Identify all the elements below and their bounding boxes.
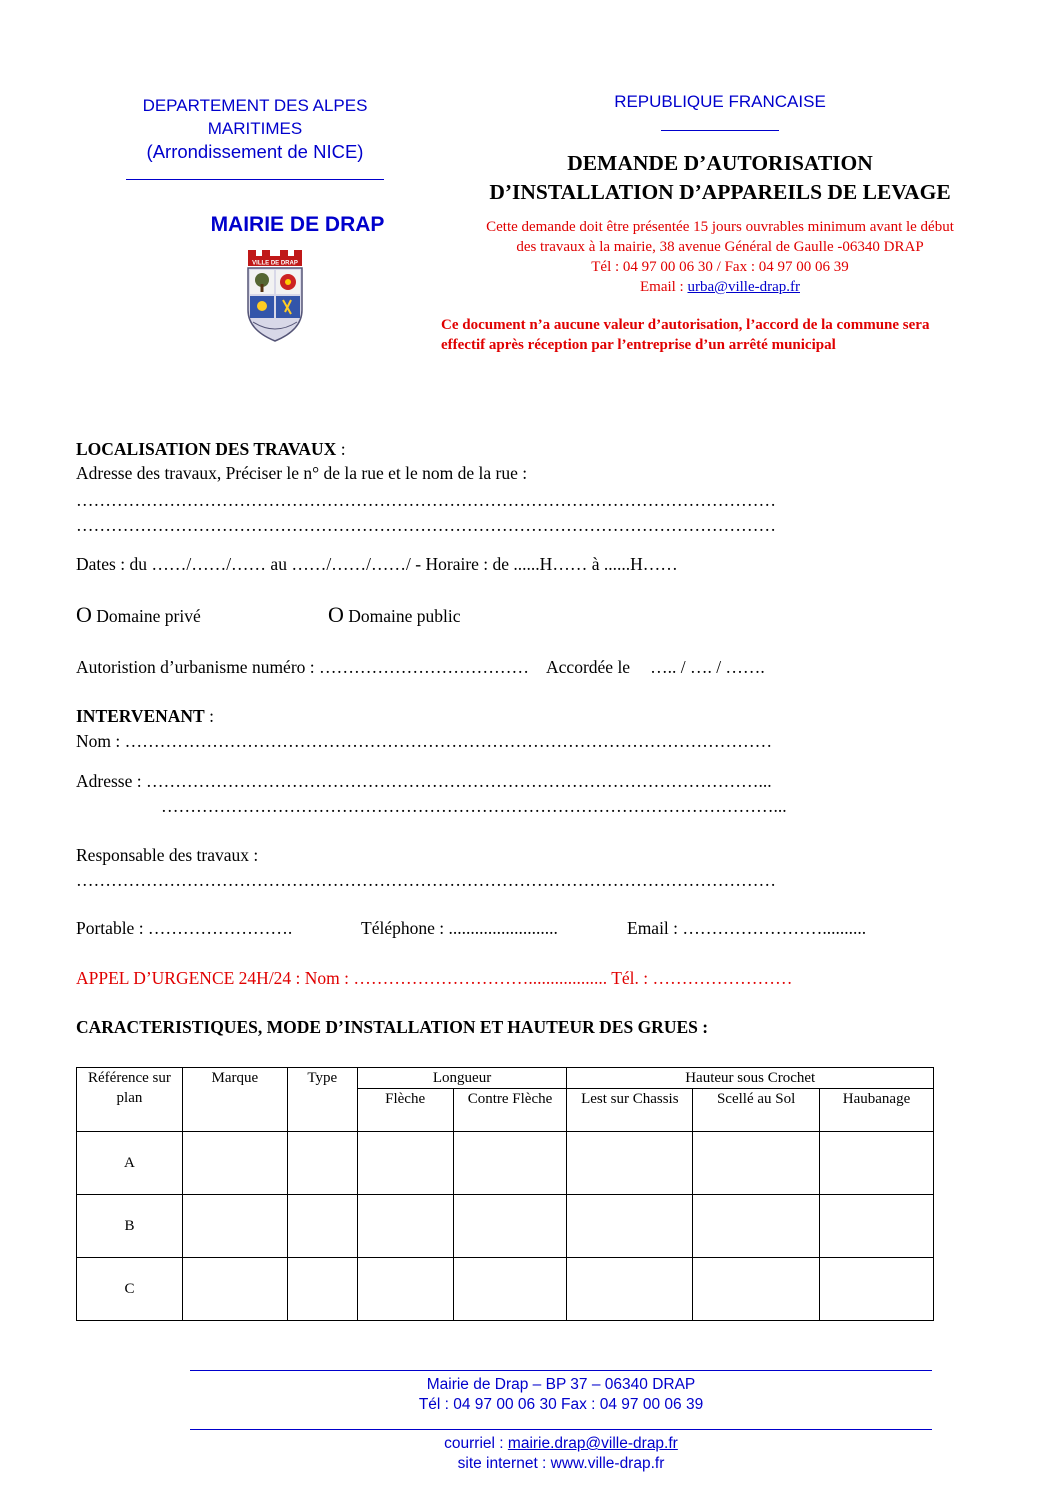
header-type: Type <box>287 1068 357 1132</box>
domaine-public-option[interactable] <box>328 603 461 628</box>
header-scelle: Scellé au Sol <box>693 1089 820 1132</box>
header-marque: Marque <box>182 1068 287 1132</box>
caracteristiques-heading: CARACTERISTIQUES, MODE D’INSTALLATION ET HAUTEUR DES GRUES : <box>76 1017 709 1037</box>
cell-scelle[interactable] <box>693 1195 820 1258</box>
radio-circle-icon[interactable]: O <box>328 602 344 627</box>
telephone-field[interactable]: Téléphone : ......................... <box>361 918 558 938</box>
responsable-label: Responsable des travaux : <box>76 845 259 865</box>
intervenant-heading-row <box>76 704 214 728</box>
header-reference: Référence sur plan <box>77 1068 183 1132</box>
courriel-label: courriel : <box>444 1435 508 1452</box>
adresse-dots-2[interactable]: ………………………………………………………………………………………………………… <box>76 515 776 535</box>
warning <box>430 315 1010 355</box>
email-link[interactable]: urba@ville-drap.fr <box>687 279 800 295</box>
arrondissement: (Arrondissement de NICE) <box>146 141 364 162</box>
warning-line-2: effectif après réception par l’entreprise d’un arrêté municipal <box>441 337 836 353</box>
domaine-prive-label: Domaine privé <box>96 606 201 626</box>
cell-marque[interactable] <box>182 1195 287 1258</box>
portable-field[interactable]: Portable : ……………………. <box>76 918 293 938</box>
dates-field[interactable]: Dates : du ……/……/…… au ……/……/……/ - Horaire : de ......H…… à ......H…… <box>76 554 678 574</box>
cell-haubanage[interactable] <box>820 1258 934 1321</box>
localisation-heading-row <box>76 437 346 461</box>
divider <box>126 167 384 180</box>
footer-divider <box>190 1415 932 1430</box>
row-label: B <box>77 1195 183 1258</box>
header-lest: Lest sur Chassis <box>567 1089 693 1132</box>
cell-marque[interactable] <box>182 1132 287 1195</box>
intervenant-heading: INTERVENANT <box>76 706 205 726</box>
form-title <box>430 149 1010 207</box>
autorisation-label: Autoristion d’urbanisme numéro : <box>76 657 320 677</box>
footer-divider <box>190 1356 932 1371</box>
adresse-dots-1[interactable]: ………………………………………………………………………………………………………… <box>76 490 776 510</box>
divider <box>661 118 779 131</box>
svg-text:VILLE DE DRAP: VILLE DE DRAP <box>252 260 298 267</box>
accordee-date-field[interactable]: ….. / …. / ……. <box>650 657 765 677</box>
notice-line-1: Cette demande doit être présentée 15 jours ouvrables minimum avant le début <box>486 219 954 235</box>
notice-email-line <box>430 277 1010 297</box>
cell-scelle[interactable] <box>693 1132 820 1195</box>
footer-site[interactable]: site internet : www.ville-drap.fr <box>457 1455 665 1472</box>
autorisation-row <box>76 655 765 679</box>
table-row <box>77 1258 934 1321</box>
domaine-public-label: Domaine public <box>348 606 461 626</box>
table-row <box>77 1195 934 1258</box>
table-row <box>77 1132 934 1195</box>
courriel-link[interactable]: mairie.drap@ville-drap.fr <box>507 1435 678 1452</box>
notice-line-3: Tél : 04 97 00 06 30 / Fax : 04 97 00 06 39 <box>591 259 849 275</box>
localisation-heading: LOCALISATION DES TRAVAUX <box>76 439 337 459</box>
grues-table <box>76 1067 934 1321</box>
cell-type[interactable] <box>287 1195 357 1258</box>
cell-scelle[interactable] <box>693 1258 820 1321</box>
email-label: Email : <box>639 279 688 295</box>
adresse-field-1[interactable]: Adresse : ……………………………………………………………………………………………... <box>76 771 772 791</box>
coat-of-arms-logo <box>245 250 305 342</box>
republique: REPUBLIQUE FRANCAISE <box>614 92 826 111</box>
row-label: A <box>77 1132 183 1195</box>
header-left <box>105 94 405 180</box>
heading-suffix: : <box>336 439 346 459</box>
cell-fleche[interactable] <box>357 1258 453 1321</box>
cell-contre-fleche[interactable] <box>453 1195 567 1258</box>
urgence-field[interactable]: APPEL D’URGENCE 24H/24 : Nom : ………………………….................. Tél. : …………………… <box>76 968 793 988</box>
footer-address: Mairie de Drap – BP 37 – 06340 DRAP <box>426 1376 696 1393</box>
header-longueur: Longueur <box>357 1068 567 1089</box>
footer-phone: Tél : 04 97 00 06 30 Fax : 04 97 00 06 39 <box>418 1396 704 1413</box>
email-field[interactable]: Email : …………………….......... <box>627 918 867 938</box>
cell-lest[interactable] <box>567 1195 693 1258</box>
header-haubanage: Haubanage <box>820 1089 934 1132</box>
mairie-title: MAIRIE DE DRAP <box>210 213 385 236</box>
heading-suffix: : <box>204 706 214 726</box>
notice <box>430 217 1010 297</box>
header-hauteur: Hauteur sous Crochet <box>567 1068 934 1089</box>
cell-lest[interactable] <box>567 1258 693 1321</box>
autorisation-number-field[interactable]: ……………………………… <box>319 657 530 677</box>
cell-type[interactable] <box>287 1132 357 1195</box>
cell-fleche[interactable] <box>357 1132 453 1195</box>
domaine-prive-option[interactable] <box>76 603 201 628</box>
footer <box>190 1356 932 1474</box>
adresse-field-2[interactable]: ……………………………………………………………………………………………... <box>161 796 787 816</box>
cell-haubanage[interactable] <box>820 1132 934 1195</box>
cell-haubanage[interactable] <box>820 1195 934 1258</box>
nom-field[interactable]: Nom : ………………………………………………………………………………………………… <box>76 731 773 751</box>
responsable-field[interactable]: ………………………………………………………………………………………………………… <box>76 870 776 890</box>
row-label: C <box>77 1258 183 1321</box>
cell-contre-fleche[interactable] <box>453 1258 567 1321</box>
cell-contre-fleche[interactable] <box>453 1132 567 1195</box>
form-title-line-1: DEMANDE D’AUTORISATION <box>567 151 873 175</box>
notice-line-2: des travaux à la mairie, 38 avenue Général de Gaulle -06340 DRAP <box>516 239 924 255</box>
department-line-2: MARITIMES <box>207 119 303 138</box>
cell-type[interactable] <box>287 1258 357 1321</box>
cell-fleche[interactable] <box>357 1195 453 1258</box>
cell-marque[interactable] <box>182 1258 287 1321</box>
department-line-1: DEPARTEMENT DES ALPES <box>142 96 368 115</box>
header-fleche: Flèche <box>357 1089 453 1132</box>
footer-courriel-line <box>190 1434 932 1454</box>
warning-line-1: Ce document n’a aucune valeur d’autorisation, l’accord de la commune sera <box>441 317 930 333</box>
accordee-label: Accordée le <box>546 657 631 677</box>
cell-lest[interactable] <box>567 1132 693 1195</box>
radio-circle-icon[interactable]: O <box>76 602 92 627</box>
form-title-line-2: D’INSTALLATION D’APPAREILS DE LEVAGE <box>489 180 951 204</box>
header-contre-fleche: Contre Flèche <box>453 1089 567 1132</box>
header-right <box>430 92 1010 355</box>
adresse-prompt: Adresse des travaux, Préciser le n° de la rue et le nom de la rue : <box>76 463 528 483</box>
